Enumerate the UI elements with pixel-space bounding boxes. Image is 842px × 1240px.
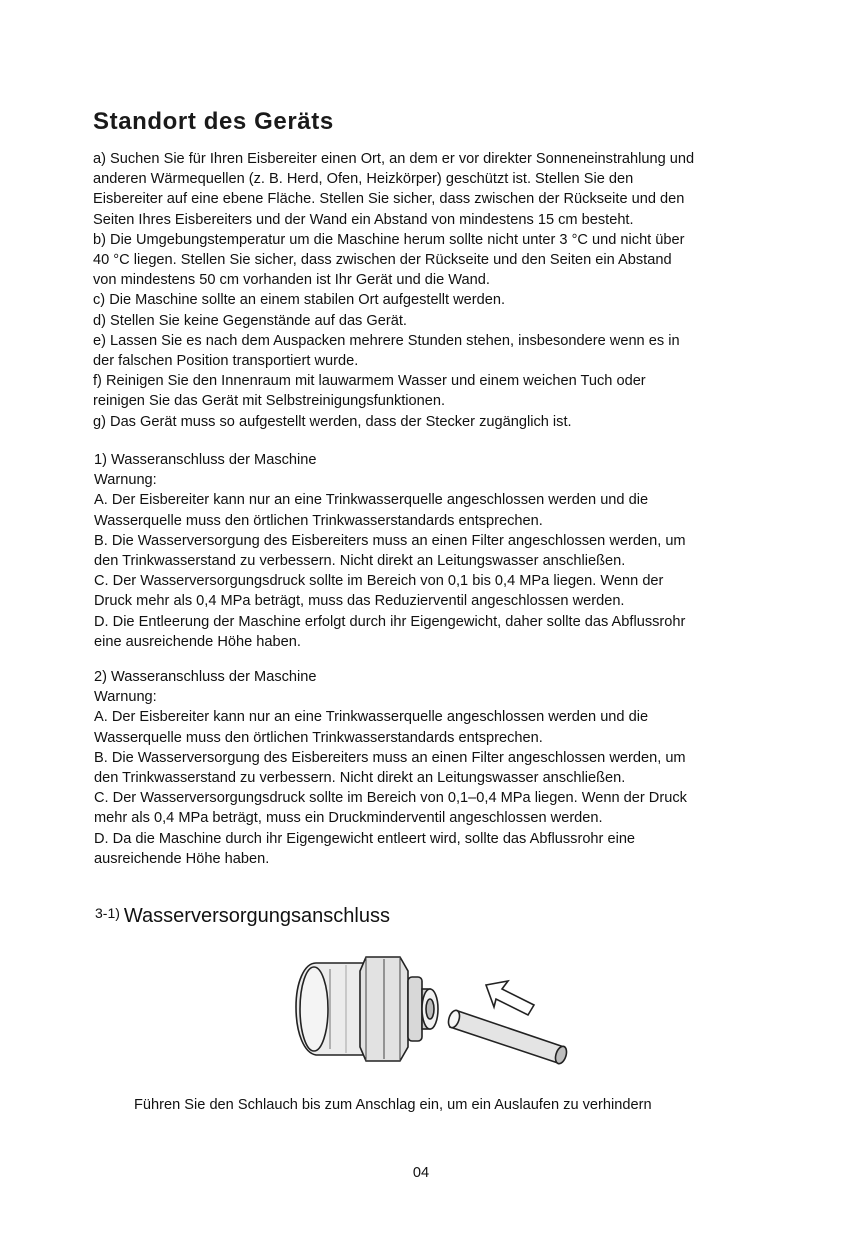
water-connection-section-1	[94, 450, 774, 652]
text-line: e) Lassen Sie es nach dem Auspacken mehrere Stunden stehen, insbesondere wenn es in	[93, 332, 680, 349]
text-line: g) Das Gerät muss so aufgestellt werden, dass der Stecker zugänglich ist.	[93, 413, 572, 430]
text-line: Wasserquelle muss den örtlichen Trinkwasserstandards entsprechen.	[94, 512, 543, 529]
warning-label: Warnung:	[94, 689, 157, 706]
water-connection-section-2	[94, 667, 774, 869]
connector-fitting	[296, 957, 438, 1061]
text-line: d) Stellen Sie keine Gegenstände auf das Gerät.	[93, 312, 407, 329]
figure-caption: Führen Sie den Schlauch bis zum Anschlag ein, um ein Auslaufen zu verhindern	[134, 1097, 652, 1113]
text-line: C. Der Wasserversorgungsdruck sollte im Bereich von 0,1–0,4 MPa liegen. Wenn der Druck	[94, 790, 687, 807]
text-line: anderen Wärmequellen (z. B. Herd, Ofen, Heizkörper) geschützt ist. Stellen Sie den	[93, 171, 634, 188]
text-line: C. Der Wasserversorgungsdruck sollte im Bereich von 0,1 bis 0,4 MPa liegen. Wenn der	[94, 573, 664, 590]
text-line: reinigen Sie das Gerät mit Selbstreinigungsfunktionen.	[93, 393, 446, 410]
warning-label: Warnung:	[94, 472, 157, 489]
text-line: Seiten Ihres Eisbereiters und der Wand ein Abstand von mindestens 15 cm besteht.	[93, 211, 634, 228]
hose-insertion-illustration	[290, 945, 580, 1075]
text-line: mehr als 0,4 MPa beträgt, muss ein Druckminderventil angeschlossen werden.	[94, 810, 603, 827]
text-line: A. Der Eisbereiter kann nur an eine Trinkwasserquelle angeschlossen werden und die	[94, 709, 649, 726]
water-hose	[446, 1009, 568, 1065]
arrow-icon	[486, 981, 534, 1015]
subsection-heading	[95, 905, 390, 928]
text-line: B. Die Wasserversorgung des Eisbereiters muss an einen Filter angeschlossen werden, um	[94, 749, 686, 766]
text-line: den Trinkwasserstand zu verbessern. Nicht direkt an Leitungswasser anschließen.	[94, 553, 626, 570]
placement-instructions	[93, 149, 773, 432]
hose-tube	[450, 1011, 564, 1063]
text-line: von mindestens 50 cm vorhanden ist Ihr Gerät und die Wand.	[93, 272, 490, 289]
subsection-number: 3-1)	[95, 905, 120, 921]
text-line: Eisbereiter auf eine ebene Fläche. Stellen Sie sicher, dass zwischen der Rückseite und den	[93, 191, 685, 208]
text-line: b) Die Umgebungstemperatur um die Maschine herum sollte nicht unter 3 °C und nicht über	[93, 231, 685, 248]
text-line: A. Der Eisbereiter kann nur an eine Trinkwasserquelle angeschlossen werden und die	[94, 492, 649, 509]
text-line: B. Die Wasserversorgung des Eisbereiters muss an einen Filter angeschlossen werden, um	[94, 532, 686, 549]
text-line: c) Die Maschine sollte an einem stabilen Ort aufgestellt werden.	[93, 292, 506, 309]
text-line: Druck mehr als 0,4 MPa beträgt, muss das Reduzierventil angeschlossen werden.	[94, 593, 625, 610]
subsection-title: Wasserversorgungsanschluss	[123, 905, 390, 927]
fitting-collar	[408, 977, 422, 1041]
text-line: 40 °C liegen. Stellen Sie sicher, dass zwischen der Rückseite und den Seiten ein Abstand	[93, 252, 672, 269]
text-line: der falschen Position transportiert wurde.	[93, 353, 359, 370]
text-line: Wasserquelle muss den örtlichen Trinkwasserstandards entsprechen.	[94, 729, 543, 746]
page-number: 04	[412, 1165, 430, 1181]
text-line: a) Suchen Sie für Ihren Eisbereiter einen Ort, an dem er vor direkter Sonneneinstrahlung und	[93, 151, 695, 167]
page-title: Standort des Geräts	[93, 108, 334, 135]
text-line: D. Die Entleerung der Maschine erfolgt durch ihr Eigengewicht, daher sollte das Abflussrohr	[94, 613, 686, 630]
text-line: D. Da die Maschine durch ihr Eigengewicht entleert wird, sollte das Abflussrohr eine	[94, 830, 636, 847]
insertion-arrow	[486, 981, 534, 1015]
section-heading: 1) Wasseranschluss der Maschine	[94, 452, 317, 468]
text-line: eine ausreichende Höhe haben.	[94, 633, 301, 650]
fitting-rear-cap	[300, 967, 328, 1051]
text-line: den Trinkwasserstand zu verbessern. Nicht direkt an Leitungswasser anschließen.	[94, 770, 626, 787]
text-line: f) Reinigen Sie den Innenraum mit lauwarmem Wasser und einem weichen Tuch oder	[93, 373, 646, 390]
section-heading: 2) Wasseranschluss der Maschine	[94, 669, 317, 685]
text-line: ausreichende Höhe haben.	[94, 850, 270, 867]
